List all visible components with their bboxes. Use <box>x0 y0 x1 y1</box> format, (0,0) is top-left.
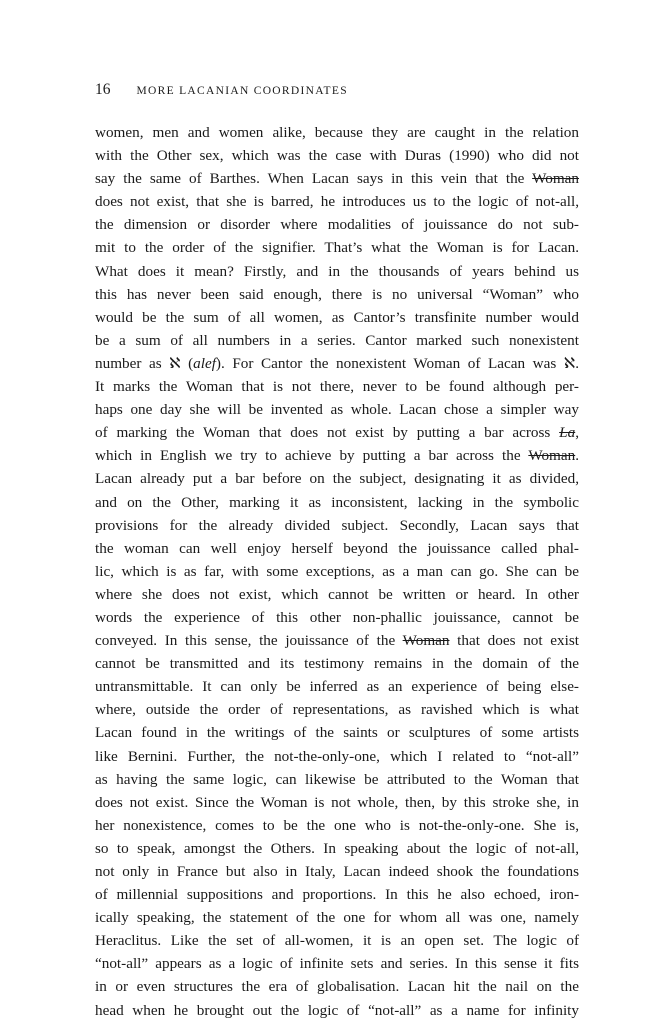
text-segment: would be the sum of all women, as Cantor’s transfinite number would <box>95 308 579 326</box>
text-segment: . <box>575 447 579 465</box>
page-header <box>95 81 575 105</box>
text-segment: like Bernini. Further, the not-the-only-one, which I related to “not-all” <box>95 747 579 765</box>
styled-text: La <box>559 424 576 442</box>
text-segment: does not exist, that she is barred, he introduces us to the logic of not-all, <box>95 193 579 211</box>
text-line <box>95 352 579 375</box>
running-head: MORE LACANIAN COORDINATES <box>136 85 348 97</box>
text-segment: that does not exist <box>449 632 579 650</box>
text-line <box>95 190 579 213</box>
text-segment: does not exist. Since the Woman is not whole, then, by this stroke she, in <box>95 793 579 811</box>
text-line <box>95 652 579 675</box>
text-segment: Lacan already put a bar before on the subject, designating it as divided, <box>95 470 579 488</box>
text-line <box>95 837 579 860</box>
text-segment: of millennial suppositions and proportions. In this he also echoed, iron- <box>95 886 579 904</box>
text-segment: the dimension or disorder where modalities of jouissance do not sub- <box>95 216 579 234</box>
text-line <box>95 398 579 421</box>
text-segment: , <box>575 424 579 442</box>
text-segment: Lacan found in the writings of the saints or sculptures of some artists <box>95 724 579 742</box>
text-segment: mit to the order of the signifier. That’s what the Woman is for Lacan. <box>95 239 579 257</box>
text-segment: her nonexistence, comes to be the one who is not-the-only-one. She is, <box>95 816 579 834</box>
text-line <box>95 560 579 583</box>
text-segment: where, outside the order of representations, as ravished which is what <box>95 701 579 719</box>
text-segment: the woman can well enjoy herself beyond the jouissance called phal- <box>95 539 579 557</box>
text-segment: What does it mean? Firstly, and in the thousands of years behind us <box>95 262 579 280</box>
text-segment: conveyed. In this sense, the jouissance of the <box>95 632 403 650</box>
text-segment: provisions for the already divided subject. Secondly, Lacan says that <box>95 516 579 534</box>
text-line <box>95 791 579 814</box>
text-line <box>95 167 579 190</box>
text-segment: where she does not exist, which cannot be written or heard. In other <box>95 585 579 603</box>
text-segment: head when he brought out the logic of “not-all” as a name for infinity <box>95 1001 579 1019</box>
text-segment: say the same of Barthes. When Lacan says in this vein that the <box>95 170 533 188</box>
text-line <box>95 883 579 906</box>
styled-text: alef <box>193 354 216 372</box>
text-line <box>95 929 579 952</box>
body-paragraph <box>95 121 579 1022</box>
text-segment: and on the Other, marking it as inconsistent, lacking in the symbolic <box>95 493 579 511</box>
text-line <box>95 236 579 259</box>
text-line <box>95 514 579 537</box>
styled-text: Woman <box>528 447 576 465</box>
text-segment: It marks the Woman that is not there, never to be found although per- <box>95 378 579 396</box>
text-line <box>95 606 579 629</box>
text-line <box>95 421 579 444</box>
text-line <box>95 583 579 606</box>
text-line <box>95 491 579 514</box>
text-segment: this has never been said enough, there is no universal “Woman” who <box>95 285 579 303</box>
text-segment: ). For Cantor the nonexistent Woman of Lacan was ℵ. <box>215 354 579 372</box>
text-segment: of marking the Woman that does not exist by putting a bar across <box>95 424 560 442</box>
text-line <box>95 999 579 1022</box>
text-segment: as having the same logic, can likewise be attributed to the Woman that <box>95 770 579 788</box>
text-segment: Heraclitus. Like the set of all-women, it is an open set. The logic of <box>95 932 579 950</box>
text-line <box>95 121 579 144</box>
text-line <box>95 814 579 837</box>
text-line <box>95 329 579 352</box>
text-line <box>95 467 579 490</box>
text-segment: so to speak, amongst the Others. In speaking about the logic of not-all, <box>95 839 579 857</box>
text-line <box>95 213 579 236</box>
text-line <box>95 906 579 929</box>
text-segment: in or even structures the era of globalisation. Lacan hit the nail on the <box>95 978 579 996</box>
page-number: 16 <box>95 81 111 98</box>
text-line <box>95 721 579 744</box>
text-line <box>95 629 579 652</box>
styled-text: Woman <box>402 632 450 650</box>
text-segment: words the experience of this other non-phallic jouissance, cannot be <box>95 608 579 626</box>
text-segment: not only in France but also in Italy, Lacan indeed shook the foundations <box>95 863 579 880</box>
text-line <box>95 260 579 283</box>
text-segment: “not-all” appears as a logic of infinite sets and series. In this sense it fits <box>95 955 579 973</box>
text-line <box>95 675 579 698</box>
text-line <box>95 375 579 398</box>
text-segment: with the Other sex, which was the case with Duras (1990) who did not <box>95 147 579 165</box>
text-segment: haps one day she will be invented as whole. Lacan chose a simpler way <box>95 401 579 419</box>
text-segment: be a sum of all numbers in a series. Cantor marked such nonexistent <box>95 331 579 349</box>
text-line <box>95 860 579 883</box>
text-line <box>95 537 579 560</box>
text-segment: number as ℵ ( <box>95 354 194 372</box>
text-segment: ically speaking, the statement of the one for whom all was one, namely <box>95 909 579 927</box>
text-segment: women, men and women alike, because they are caught in the relation <box>95 124 579 141</box>
text-line <box>95 952 579 975</box>
text-line <box>95 144 579 167</box>
text-line <box>95 768 579 791</box>
text-line <box>95 975 579 998</box>
text-line <box>95 283 579 306</box>
styled-text: Woman <box>532 170 579 188</box>
text-line <box>95 306 579 329</box>
text-line <box>95 698 579 721</box>
text-segment: which in English we try to achieve by putting a bar across the <box>95 447 529 465</box>
text-line <box>95 444 579 467</box>
text-segment: cannot be transmitted and its testimony remains in the domain of the <box>95 655 579 673</box>
text-line <box>95 745 579 768</box>
text-segment: untransmittable. It can only be inferred as an experience of being else- <box>95 678 579 696</box>
text-segment: lic, which is as far, with some exceptions, as a man can go. She can be <box>95 562 579 580</box>
